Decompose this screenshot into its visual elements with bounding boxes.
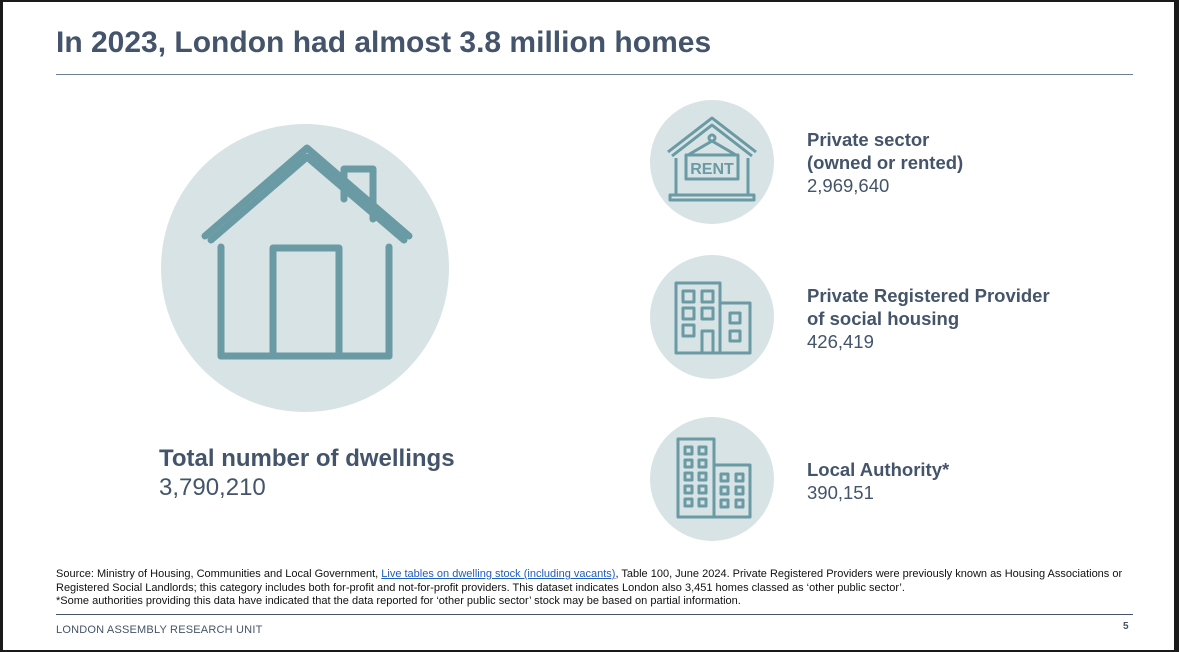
private-sector-value: 2,969,640: [807, 175, 890, 196]
house-icon: [161, 124, 449, 412]
private-sector-label: Private sector: [807, 129, 930, 150]
page-number: 5: [1123, 621, 1129, 632]
total-dwellings-label: Total number of dwellings: [159, 445, 455, 472]
rent-sign-text: RENT: [690, 161, 734, 178]
private-sector-sublabel: (owned or rented): [807, 152, 964, 173]
registered-provider-label: Private Registered Provider: [807, 285, 1050, 306]
page-title: In 2023, London had almost 3.8 million homes: [56, 26, 712, 59]
footer-divider: [56, 614, 1133, 615]
registered-provider-sublabel: of social housing: [807, 308, 960, 329]
source-note: [56, 568, 1141, 609]
dwelling-stock-link[interactable]: Live tables on dwelling stock (including vacants): [381, 568, 616, 580]
low-rise-building-icon: [650, 255, 774, 379]
local-authority-label: Local Authority*: [807, 459, 950, 480]
source-suffix: , Table 100, June 2024. Private Registered Providers were previously known as Housing Associations or Registered Social Landlords; this category includes both for-profit and not-for-profit providers. This dataset indicates London also 3,451 homes classed as ‘other public sector’.: [56, 568, 1123, 594]
total-dwellings-value: 3,790,210: [159, 474, 266, 501]
rent-house-icon: [650, 100, 774, 224]
local-authority-value: 390,151: [807, 482, 874, 503]
source-footnote: *Some authorities providing this data have indicated that the data reported for ‘other public sector’ stock may be based on partial information.: [56, 595, 741, 607]
title-divider: [56, 74, 1133, 75]
footer-org: LONDON ASSEMBLY RESEARCH UNIT: [56, 624, 263, 636]
slide: [3, 2, 1174, 650]
registered-provider-value: 426,419: [807, 331, 874, 352]
source-prefix: Source: Ministry of Housing, Communities and Local Government,: [56, 568, 382, 580]
tall-building-icon: [650, 417, 774, 541]
